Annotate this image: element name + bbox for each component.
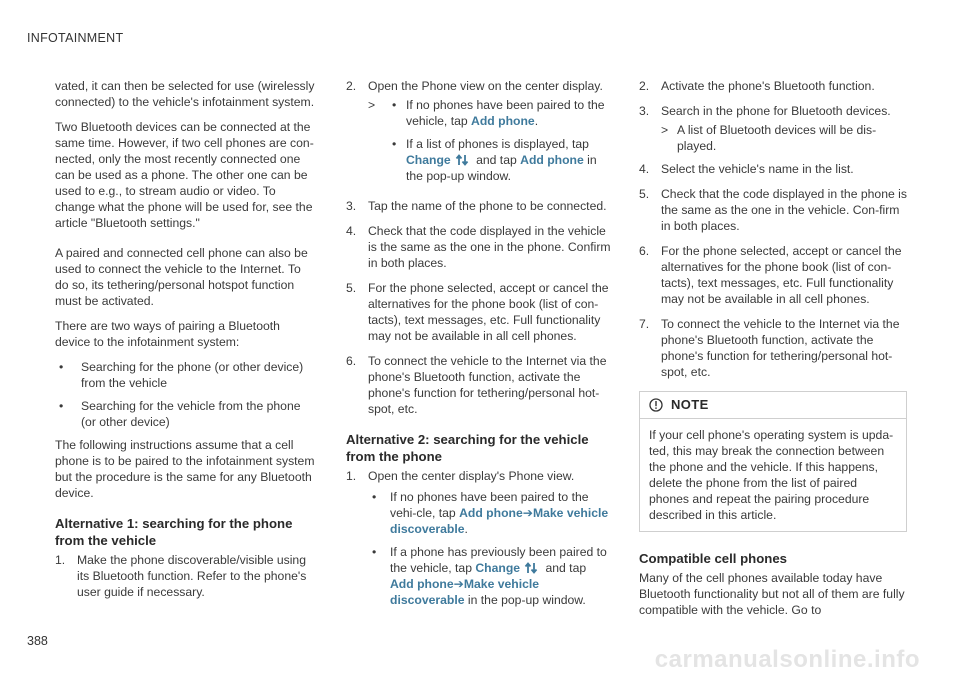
note-body: If your cell phone's operating system is upda-ted, this may break the connection between the phone and the vehicle. If this happens, delete the phone from the list of paired phones and repeat the pairing procedure described in this article. <box>649 428 894 522</box>
section-heading: Alternative 1: searching for the phone from the vehicle <box>55 516 293 548</box>
list-item: • If no phones have been paired to the vehicle, tap Add phone. <box>392 98 605 128</box>
column-1 <box>55 78 317 609</box>
bullet-icon: • <box>59 360 64 374</box>
page-number: 388 <box>27 634 48 648</box>
numbered-step: 2. Activate the phone's Bluetooth function. <box>639 79 875 93</box>
arrow-right-icon: ➔ <box>522 506 533 520</box>
paragraph: The following instructions assume that a cell phone is to be paired to the infotainment system but the procedure is the same for any Bluetooth device. <box>55 438 315 500</box>
add-phone-label: Add phone <box>459 506 523 520</box>
add-phone-label: Add phone <box>471 114 535 128</box>
paragraph: vated, it can then be selected for use (wirelessly connected) to the vehicle's infotainment system. <box>55 79 315 109</box>
list-item: • Searching for the vehicle from the phone (or other device) <box>55 398 317 430</box>
bullet-icon: • <box>372 545 377 559</box>
section-heading: Compatible cell phones <box>639 551 788 566</box>
paragraph: Many of the cell phones available today have Bluetooth functionality but not all of them are fully compatible with the vehicle. Go to <box>639 571 905 617</box>
add-phone-label: Add phone <box>520 153 584 167</box>
numbered-step: 7. To connect the vehicle to the Internet via the phone's Bluetooth function, activate the phone's function for tethering/personal hot-spot, etc. <box>639 317 900 379</box>
numbered-step: 2. Open the Phone view on the center display. <box>346 79 603 93</box>
note-box <box>639 391 907 532</box>
list-item: • Searching for the phone (or other device) from the vehicle <box>55 359 317 391</box>
add-phone-label: Add phone <box>390 577 454 591</box>
section-heading: Alternative 2: searching for the vehicle from the phone <box>346 432 589 464</box>
watermark: carmanualsonline.info <box>654 646 920 673</box>
list-item: • If no phones have been paired to the vehi-cle, tap Add phone➔Make vehicle discoverable. <box>368 489 612 537</box>
make-vehicle-discoverable-label: Make vehicle discoverable <box>390 506 609 536</box>
arrow-right-icon: ➔ <box>453 577 464 591</box>
section-header: INFOTAINMENT <box>27 31 124 45</box>
make-vehicle-discoverable-label: Make vehicle discoverable <box>390 577 540 607</box>
result-marker: > <box>661 123 669 137</box>
numbered-step: 1. Make the phone discoverable/visible using its Bluetooth function. Refer to the phone's user guide if necessary. <box>55 553 307 599</box>
numbered-step: 3. Tap the name of the phone to be connected. <box>346 199 607 213</box>
change-label: Change <box>475 561 521 575</box>
numbered-step: 6. To connect the vehicle to the Internet via the phone's Bluetooth function, activate the phone's function for tethering/personal hot-spot, etc. <box>346 354 607 416</box>
bullet-icon: • <box>372 490 377 504</box>
bullet-icon: • <box>392 137 397 151</box>
paragraph: Two Bluetooth devices can be connected at the same time. However, if two cell phones are con-nected, only the most recently connected one can be used as a phone. The other one can be used to e.g., to stream audio or video. To change what the phone will be used for, see the article "Bluetooth settings." <box>55 120 314 230</box>
note-title: NOTE <box>671 397 709 412</box>
paragraph: A paired and connected cell phone can also be used to connect the vehicle to the Internet. To do so, its tethering/personal hotspot function must be activated. <box>55 246 308 308</box>
info-icon <box>649 398 663 412</box>
change-label: Change <box>406 153 451 167</box>
result-marker: > <box>368 98 376 112</box>
step-result <box>368 97 612 191</box>
step-result: > A list of Bluetooth devices will be dis-played. <box>661 123 877 153</box>
column-2 <box>346 78 612 615</box>
numbered-step: 4. Check that the code displayed in the vehicle is the same as the one in the phone. Confirm in both places. <box>346 224 611 270</box>
numbered-step: 4. Select the vehicle's name in the list. <box>639 162 854 176</box>
numbered-step: 5. For the phone selected, accept or cancel the alternatives for the phone book (list of con-tacts), text messages, etc. Full functionality may not be available in all cell phones. <box>346 281 609 343</box>
paragraph: There are two ways of pairing a Bluetooth device to the infotainment system: <box>55 319 280 349</box>
numbered-step: 5. Check that the code displayed in the phone is the same as the one in the vehicle. Con-firm in both places. <box>639 187 907 233</box>
bullet-icon: • <box>392 98 397 112</box>
swap-arrows-icon <box>524 561 538 575</box>
swap-arrows-icon <box>455 153 469 167</box>
bullet-icon: • <box>59 399 64 413</box>
list-item: • If a phone has previously been paired to the vehicle, tap Change and tap Add phone➔Make vehicle discoverable in the pop-up window. <box>368 544 612 608</box>
list-item: • If a list of phones is displayed, tap Change and tap Add phone in the pop-up window. <box>392 137 597 183</box>
numbered-step: 3. Search in the phone for Bluetooth devices. <box>639 104 891 118</box>
note-header <box>640 392 906 419</box>
numbered-step: 6. For the phone selected, accept or cancel the alternatives for the phone book (list of con-tacts), text messages, etc. Full functionality may not be available in all cell phones. <box>639 244 902 306</box>
column-3 <box>639 78 907 627</box>
numbered-step: 1. Open the center display's Phone view. <box>346 469 575 483</box>
